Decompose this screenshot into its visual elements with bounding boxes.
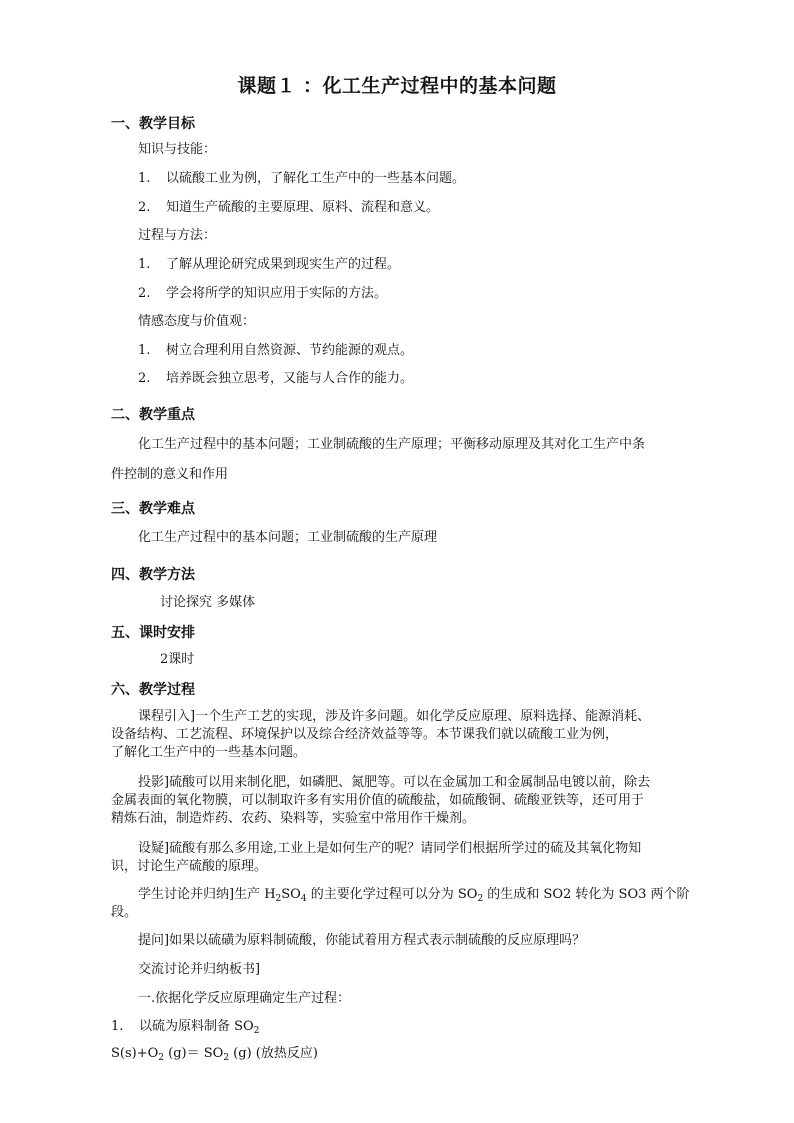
- difficulties-text: 化工生产过程中的基本问题；工业制硫酸的生产原理: [138, 530, 438, 545]
- question-line: 识，讨论生产硫酸的原理。: [111, 859, 268, 874]
- key-points-line: 化工生产过程中的基本问题；工业制硫酸的生产原理；平衡移动原理及其对化工生产中条: [138, 437, 646, 452]
- list-number: 1.: [111, 1019, 124, 1034]
- list-text: 以硫为原料制备 SO: [139, 1019, 254, 1034]
- list-text: 了解从理论研究成果到现实生产的过程。: [166, 257, 401, 272]
- step-line: 一.依据化学反应原理确定生产过程：: [138, 991, 351, 1006]
- equation-text: S(s)+O: [111, 1046, 159, 1061]
- list-text: 知道生产硫酸的主要原理、原料、流程和意义。: [166, 200, 440, 215]
- list-item: [111, 1018, 259, 1040]
- list-number: 2.: [138, 286, 151, 301]
- equation-text: (g)＝ SO: [164, 1046, 224, 1061]
- list-text: 树立合理利用自然资源、节约能源的观点。: [166, 343, 414, 358]
- intro-line: 设备结构、工艺流程、环境保护以及综合经济效益等等。本节课我们就以硫酸工业为例，: [111, 727, 619, 742]
- subscript: 2: [158, 1053, 165, 1063]
- attitude-label: 情感态度与价值观：: [138, 314, 256, 329]
- list-item: [138, 170, 465, 188]
- discussion-text: 的主要化学过程可以分为 SO: [306, 887, 478, 902]
- list-number: 1.: [138, 257, 151, 272]
- equation-line: [111, 1045, 318, 1067]
- schedule-text: 2课时: [160, 652, 195, 667]
- list-text: 培养既会独立思考，又能与人合作的能力。: [166, 371, 414, 386]
- projection-line: 精炼石油，制造炸药、农药、染料等，实验室中常用作干燥剂。: [111, 811, 476, 826]
- list-text: 学会将所学的知识应用于实际的方法。: [166, 286, 388, 301]
- projection-line: 投影]硫酸可以用来制化肥，如磷肥、氮肥等。可以在金属加工和金属制品电镀以前，除去: [138, 775, 651, 790]
- list-item: [138, 256, 400, 274]
- heading-methods: 四、教学方法: [111, 567, 195, 583]
- heading-schedule: 五、课时安排: [111, 625, 195, 641]
- list-item: [138, 199, 439, 217]
- subscript: 2: [275, 894, 282, 904]
- discussion-text: 学生讨论并归纳]生产 H: [138, 887, 276, 902]
- list-item: [138, 342, 413, 360]
- subscript: 2: [223, 1053, 230, 1063]
- projection-line: 金属表面的氧化物膜，可以制取许多有实用价值的硫酸盐，如硫酸铜、硫酸亚铁等，还可用于: [111, 793, 645, 808]
- list-item: [138, 370, 413, 388]
- heading-key-points: 二、教学重点: [111, 407, 195, 423]
- list-number: 2.: [138, 200, 151, 215]
- discussion-line: [138, 886, 690, 908]
- discussion-line: 段。: [111, 905, 138, 920]
- list-number: 1.: [138, 343, 151, 358]
- ask-line: 提问]如果以硫磺为原料制硫酸，你能试着用方程式表示制硫酸的反应原理吗？: [138, 933, 586, 948]
- subscript: 4: [300, 894, 307, 904]
- process-label: 过程与方法：: [138, 228, 217, 243]
- discussion-text: 的生成和 SO2 转化为 SO3 两个阶: [483, 887, 690, 902]
- subscript: 2: [477, 894, 484, 904]
- list-number: 2.: [138, 371, 151, 386]
- intro-line: 课程引入]一个生产工艺的实现，涉及许多问题。如化学反应原理、原料选择、能源消耗、: [138, 709, 651, 724]
- heading-process: 六、教学过程: [111, 682, 195, 698]
- subscript: 2: [253, 1026, 260, 1036]
- knowledge-label: 知识与技能：: [138, 142, 217, 157]
- exchange-line: 交流讨论并归纳板书]: [138, 962, 261, 977]
- equation-text: (g) (放热反应): [229, 1046, 318, 1061]
- heading-objectives: 一、教学目标: [111, 116, 195, 132]
- methods-text: 讨论探究 多媒体: [160, 595, 256, 610]
- page-title: 课题１ ：化工生产过程中的基本问题: [237, 75, 557, 97]
- intro-line: 了解化工生产中的一些基本问题。: [111, 745, 307, 760]
- question-line: 设疑]硫酸有那么多用途,工业上是如何生产的呢？请同学们根据所学过的硫及其氧化物知: [138, 841, 642, 856]
- discussion-text: SO: [281, 887, 301, 902]
- heading-difficulties: 三、教学难点: [111, 501, 195, 517]
- key-points-line: 件控制的意义和作用: [111, 467, 229, 482]
- list-number: 1.: [138, 171, 151, 186]
- list-item: [138, 285, 387, 303]
- list-text: 以硫酸工业为例，了解化工生产中的一些基本问题。: [166, 171, 466, 186]
